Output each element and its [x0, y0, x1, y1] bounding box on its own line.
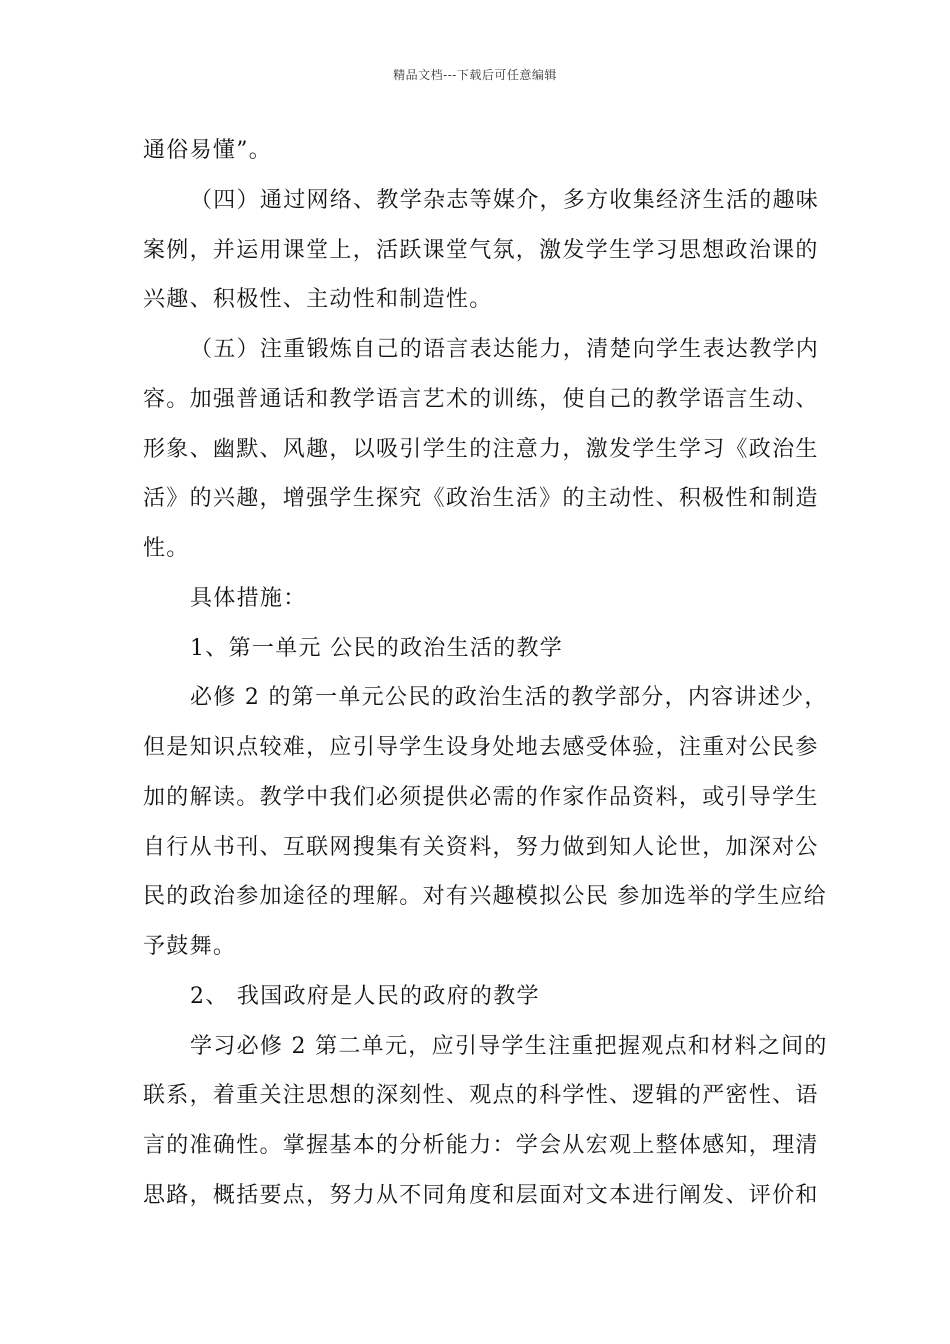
text-line: 兴趣、积极性、主动性和制造性。: [143, 287, 493, 312]
text-line: （四）通过网络、教学杂志等媒介，多方收集经济生活的趣味: [190, 188, 820, 213]
text-line: 容。加强普通话和教学语言艺术的训练，使自己的教学语言生动、: [143, 387, 819, 412]
text-line: 活》的兴趣，增强学生探究《政治生活》的主动性、积极性和制造: [143, 486, 819, 511]
text-line: 学习必修 2 第二单元，应引导学生注重把握观点和材料之间的: [190, 1034, 828, 1059]
page-header: 精品文档---下载后可任意编辑: [393, 68, 557, 82]
text-line: 性。: [143, 536, 190, 561]
text-line: 思路，概括要点，努力从不同角度和层面对文本进行阐发、评价和: [143, 1183, 819, 1208]
text-line: 联系，着重关注思想的深刻性、观点的科学性、逻辑的严密性、语: [143, 1083, 819, 1108]
text-line: 予鼓舞。: [143, 934, 237, 959]
text-line: 民的政治参加途径的理解。对有兴趣模拟公民 参加选举的学生应给: [143, 884, 827, 909]
text-line: 具体措施：: [190, 586, 307, 611]
text-line: 形象、幽默、风趣，以吸引学生的注意力，激发学生学习《政治生: [143, 437, 819, 462]
text-line: 但是知识点较难，应引导学生设身处地去感受体验，注重对公民参: [143, 735, 819, 760]
text-line: （五）注重锻炼自己的语言表达能力，清楚向学生表达教学内: [190, 337, 820, 362]
text-line: 案例，并运用课堂上，活跃课堂气氛，激发学生学习思想政治课的: [143, 238, 819, 263]
text-line: 通俗易懂”。: [143, 138, 273, 163]
text-line: 自行从书刊、互联网搜集有关资料，努力做到知人论世，加深对公: [143, 835, 819, 860]
text-line: 2、 我国政府是人民的政府的教学: [190, 984, 540, 1009]
text-line: 言的准确性。掌握基本的分析能力：学会从宏观上整体感知，理清: [143, 1133, 819, 1158]
text-line: 1、第一单元 公民的政治生活的教学: [190, 636, 564, 661]
text-line: 加的解读。教学中我们必须提供必需的作家作品资料，或引导学生: [143, 785, 819, 810]
text-line: 必修 2 的第一单元公民的政治生活的教学部分，内容讲述少，: [190, 685, 828, 710]
